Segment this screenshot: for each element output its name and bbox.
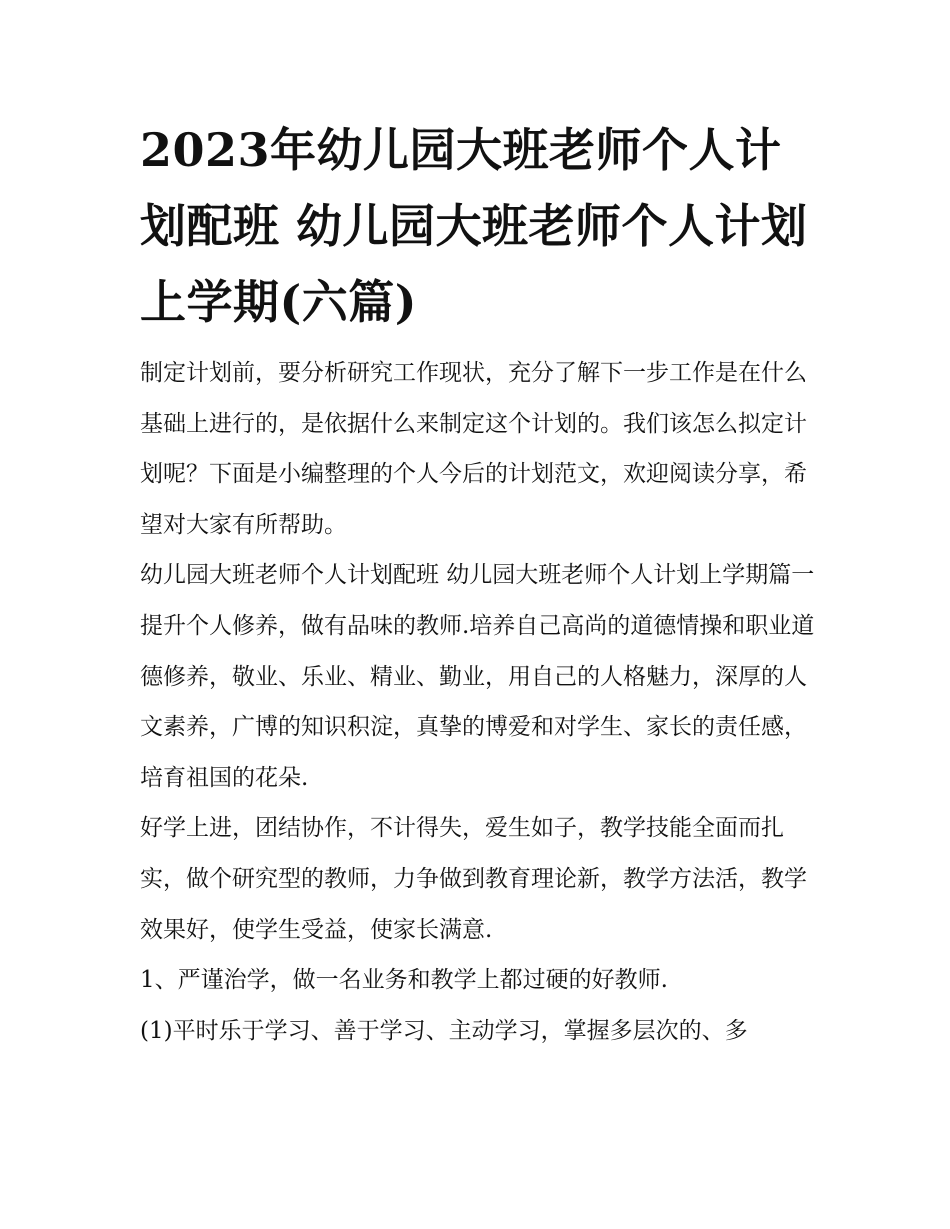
document-page [140, 112, 815, 1056]
intro-paragraph: 制定计划前，要分析研究工作现状，充分了解下一步工作是在什么基础上进行的，是依据什么来制定这个计划的。我们该怎么拟定计划呢？下面是小编整理的个人今后的计划范文，欢迎阅读分享，希望对大家有所帮助。 [140, 360, 807, 538]
list-item: (1)平时乐于学习、善于学习、主动学习，掌握多层次的、多 [140, 1017, 748, 1044]
section-heading: 幼儿园大班老师个人计划配班 幼儿园大班老师个人计划上学期篇一 [140, 562, 815, 589]
body-paragraph: 提升个人修养，做有品味的教师.培养自己高尚的道德情操和职业道德修养，敬业、乐业、精业、勤业，用自己的人格魅力，深厚的人文素养，广博的知识积淀，真挚的博爱和对学生、家长的责任感，培育祖国的花朵. [140, 612, 815, 791]
document-title: 2023年幼儿园大班老师个人计划配班 幼儿园大班老师个人计划上学期(六篇) [140, 123, 808, 329]
body-paragraph: 好学上进，团结协作，不计得失，爱生如子，教学技能全面而扎实，做个研究型的教师，力争做到教育理论新，教学方法活，教学效果好，使学生受益，使家长满意. [140, 815, 807, 943]
list-item: 1、严谨治学，做一名业务和教学上都过硬的好教师. [140, 967, 668, 994]
